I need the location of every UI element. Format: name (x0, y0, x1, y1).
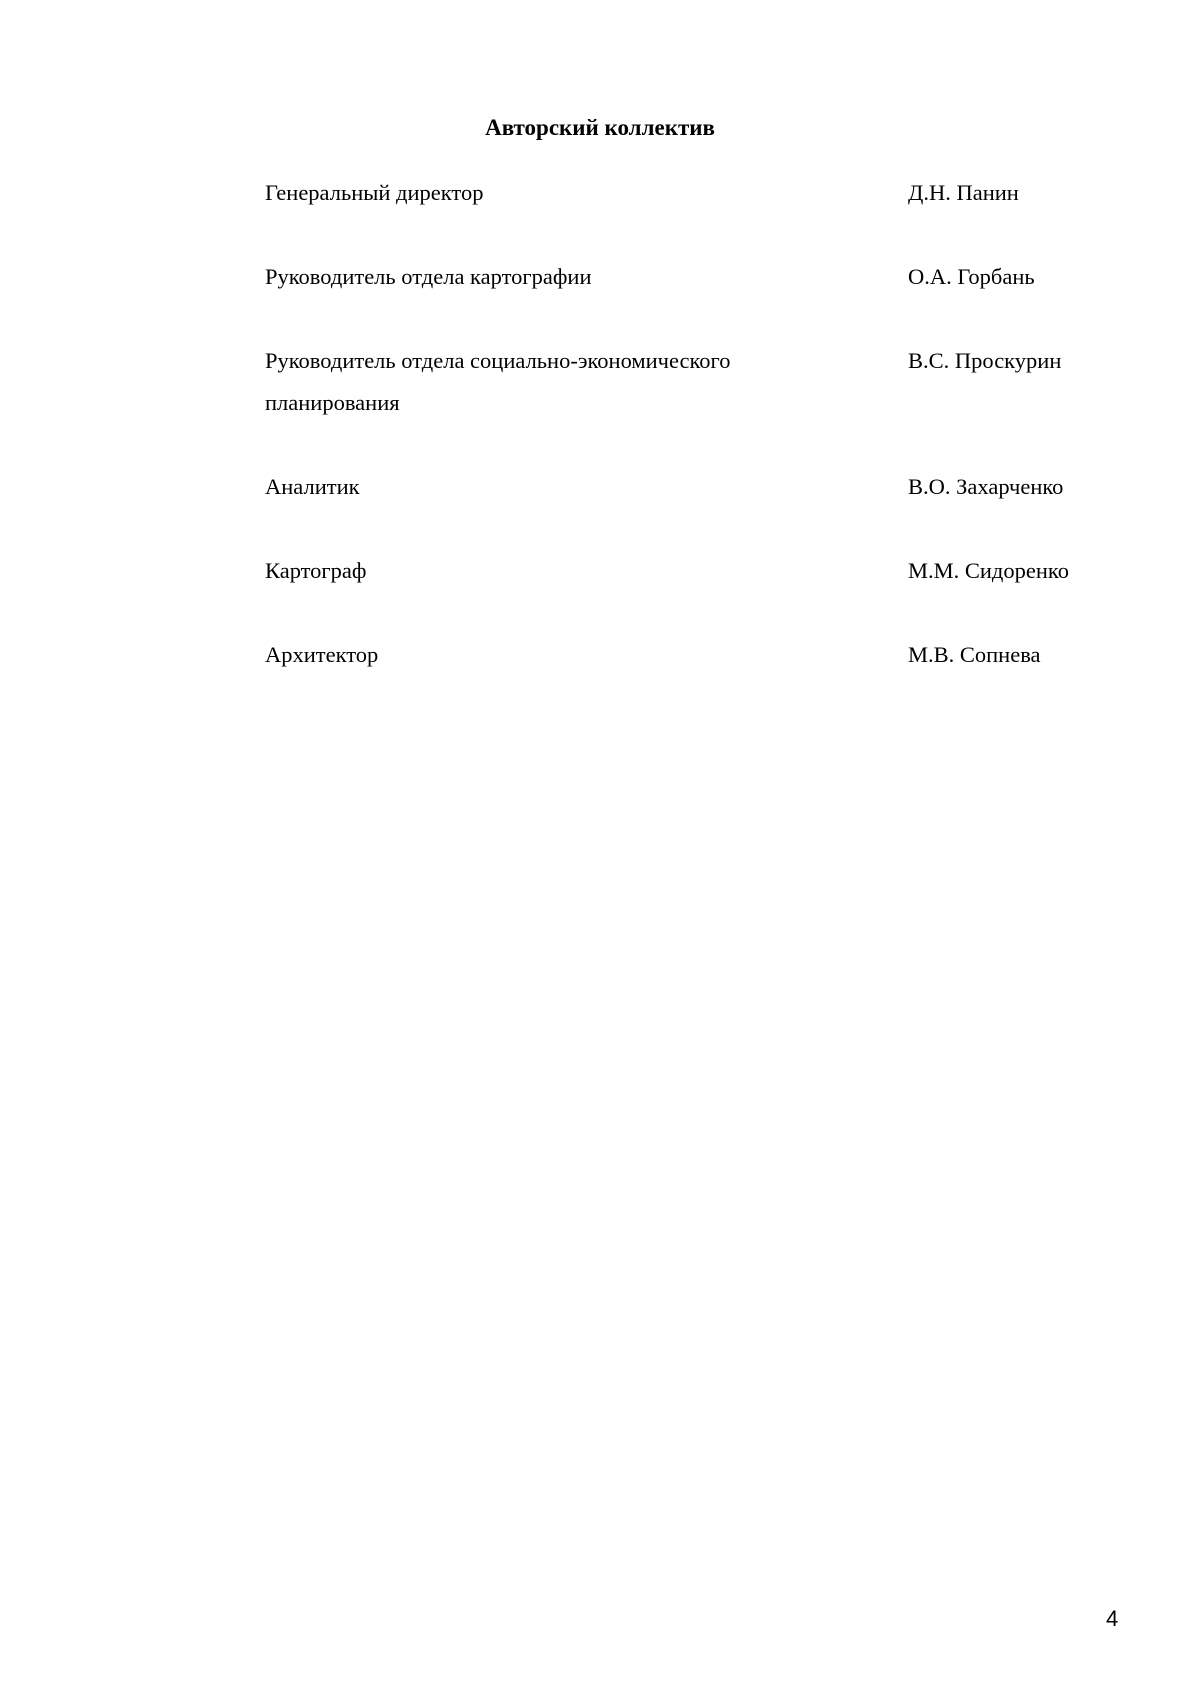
staff-name: Д.Н. Панин (908, 180, 1019, 205)
staff-role: Картограф (265, 558, 367, 583)
staff-role: Генеральный директор (265, 180, 484, 205)
staff-name: М.М. Сидоренко (908, 558, 1069, 583)
staff-role: Аналитик (265, 474, 360, 499)
staff-name: М.В. Сопнева (908, 642, 1041, 667)
staff-name: О.А. Горбань (908, 264, 1035, 289)
staff-name: В.О. Захарченко (908, 474, 1064, 499)
staff-role: Архитектор (265, 642, 379, 667)
staff-role: Руководитель отдела картографии (265, 264, 592, 289)
page-title: Авторский коллектив (485, 115, 715, 140)
page-number: 4 (1106, 1606, 1119, 1631)
staff-role: Руководитель отдела социально-экономического планирования (265, 348, 731, 415)
staff-name: В.С. Проскурин (908, 348, 1062, 373)
